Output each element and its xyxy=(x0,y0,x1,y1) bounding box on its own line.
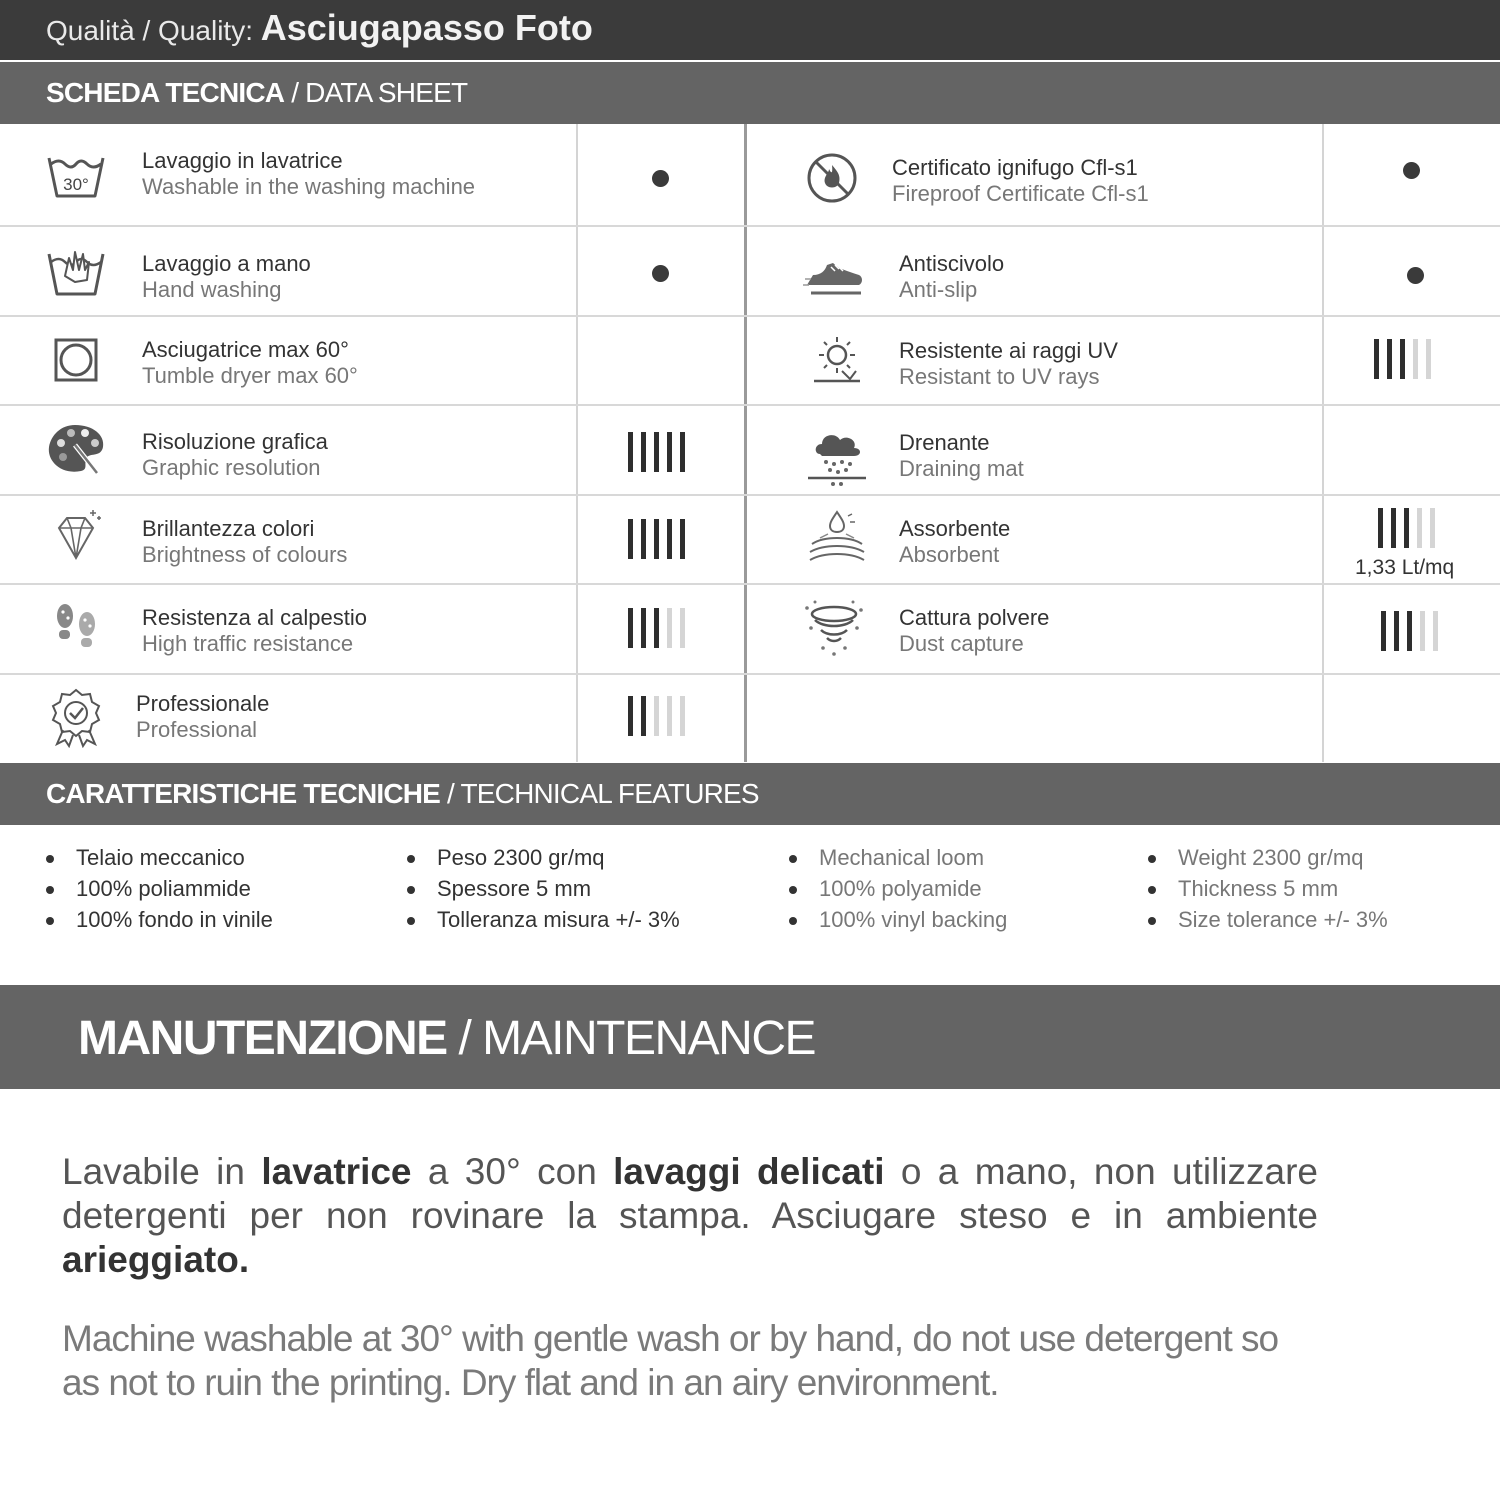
feature-label-it: Brillantezza colori xyxy=(142,516,315,541)
list-item: Mechanical loom xyxy=(789,842,1007,873)
rating-bar-filled xyxy=(628,519,633,559)
feature-label-en: Hand washing xyxy=(142,277,282,302)
feature-label-en: Anti-slip xyxy=(899,277,978,302)
feature-label xyxy=(142,337,358,389)
row-divider xyxy=(0,315,1500,317)
feature-label xyxy=(899,251,1004,303)
rating-bar-empty xyxy=(667,696,672,736)
feature-label xyxy=(136,691,269,743)
rating-bar-filled xyxy=(628,608,633,648)
rating-bar-empty xyxy=(680,696,685,736)
feature-label xyxy=(899,516,1010,568)
rating-bar-filled xyxy=(628,696,633,736)
datasheet-title-rest: / DATA SHEET xyxy=(284,77,468,108)
features-list-it xyxy=(407,842,680,935)
feature-label-en: High traffic resistance xyxy=(142,631,354,656)
rating-bar-filled xyxy=(1387,339,1392,379)
rating-bar-filled xyxy=(1407,611,1412,651)
center-divider xyxy=(744,124,747,762)
row-divider xyxy=(0,673,1500,675)
feature-label-en: Brightness of colours xyxy=(142,542,348,567)
rating-bar-filled xyxy=(641,519,646,559)
list-item: Spessore 5 mm xyxy=(407,873,680,904)
list-item: Weight 2300 gr/mq xyxy=(1148,842,1388,873)
datasheet-heading xyxy=(0,62,1500,124)
feature-label-en: Absorbent xyxy=(899,542,1000,567)
rating-bar-empty xyxy=(667,608,672,648)
rating-bar-empty xyxy=(1430,508,1435,548)
feature-label xyxy=(142,605,367,657)
rating-bar-empty xyxy=(1420,611,1425,651)
list-item: Peso 2300 gr/mq xyxy=(407,842,680,873)
features-title-rest: / TECHNICAL FEATURES xyxy=(440,778,759,809)
rating-bar-filled xyxy=(1378,508,1383,548)
column-divider xyxy=(1322,124,1324,762)
feature-label-en: Draining mat xyxy=(899,456,1024,481)
list-item: 100% vinyl backing xyxy=(789,904,1007,935)
feature-label-it: Cattura polvere xyxy=(899,605,1050,630)
feature-label-it: Antiscivolo xyxy=(899,251,1005,276)
feature-label-it: Drenante xyxy=(899,430,990,455)
list-item: Size tolerance +/- 3% xyxy=(1148,904,1388,935)
rating-bar-filled xyxy=(628,432,633,472)
features-list-en xyxy=(789,842,1007,935)
rating-dot xyxy=(652,170,669,187)
dust-swirl-icon xyxy=(803,598,865,660)
feature-label-it: Resistente ai raggi UV xyxy=(899,338,1118,363)
rating-bar-filled xyxy=(641,696,646,736)
maintenance-text-it: Lavabile in lavatrice a 30° con lavaggi delicati o a mano, non utilizzare detergenti per non rovinare la stampa. Asciugare steso e in ambiente arieggiato. xyxy=(62,1151,1318,1280)
feature-label-it: Asciugatrice max 60° xyxy=(142,337,349,362)
wash-30-icon xyxy=(45,146,107,208)
feature-label-en: Washable in the washing machine xyxy=(142,174,476,199)
tumble-dryer-icon xyxy=(45,329,107,391)
feature-label-en: Resistant to UV rays xyxy=(899,364,1100,389)
rating-bar-filled xyxy=(1374,339,1379,379)
rating-bars xyxy=(1374,339,1431,379)
diamond-icon xyxy=(45,506,107,568)
feature-label-it: Professionale xyxy=(136,691,270,716)
feature-label xyxy=(892,155,1149,207)
rating-bar-filled xyxy=(1381,611,1386,651)
feature-label-it: Risoluzione grafica xyxy=(142,429,328,454)
rating-dot xyxy=(1403,162,1420,179)
rating-bars xyxy=(628,432,685,472)
list-item: 100% fondo in vinile xyxy=(46,904,273,935)
wash-temperature-label: 30° xyxy=(63,175,89,194)
rating-bar-filled xyxy=(680,519,685,559)
row-divider xyxy=(0,494,1500,496)
rating-bar-filled xyxy=(1394,611,1399,651)
shoe-icon xyxy=(803,241,865,303)
feature-label-it: Lavaggio in lavatrice xyxy=(142,148,343,173)
feature-label xyxy=(142,516,347,568)
list-item: Thickness 5 mm xyxy=(1148,873,1388,904)
no-fire-icon xyxy=(801,147,863,209)
maintenance-title-bold: MANUTENZIONE xyxy=(78,1012,447,1065)
feature-label-it: Lavaggio a mano xyxy=(142,251,311,276)
features-list-it xyxy=(46,842,273,935)
quality-label: Qualità / Quality: xyxy=(46,15,253,46)
column-divider xyxy=(576,124,578,762)
row-divider xyxy=(0,404,1500,406)
rating-bar-empty xyxy=(1433,611,1438,651)
feature-label xyxy=(142,148,475,200)
datasheet-title-bold: SCHEDA TECNICA xyxy=(46,77,285,108)
feature-label xyxy=(899,338,1118,390)
rating-bar-filled xyxy=(641,432,646,472)
rating-bars xyxy=(628,519,685,559)
feature-label xyxy=(142,429,328,481)
rating-bar-empty xyxy=(1417,508,1422,548)
header-bar xyxy=(0,0,1500,60)
rain-cloud-icon xyxy=(806,426,868,488)
feature-label xyxy=(899,430,1024,482)
certified-badge-icon xyxy=(45,686,107,748)
rating-bar-filled xyxy=(641,608,646,648)
rating-bar-filled xyxy=(1400,339,1405,379)
feature-label-en: Graphic resolution xyxy=(142,455,321,480)
rating-bars xyxy=(628,696,685,736)
palette-icon xyxy=(45,417,107,479)
feature-label-it: Certificato ignifugo Cfl-s1 xyxy=(892,155,1138,180)
feature-label-en: Dust capture xyxy=(899,631,1024,656)
rating-bar-empty xyxy=(1426,339,1431,379)
rating-bar-filled xyxy=(680,432,685,472)
rating-bar-filled xyxy=(654,608,659,648)
features-heading xyxy=(0,763,1500,825)
rating-bars xyxy=(1381,611,1438,651)
list-item: Telaio meccanico xyxy=(46,842,273,873)
features-list-en xyxy=(1148,842,1388,935)
feature-label xyxy=(899,605,1049,657)
rating-bar-empty xyxy=(654,696,659,736)
list-item: 100% poliammide xyxy=(46,873,273,904)
row-divider xyxy=(0,583,1500,585)
feature-label-en: Professional xyxy=(136,717,258,742)
feature-label-en: Fireproof Certificate Cfl-s1 xyxy=(892,181,1149,206)
quality-title xyxy=(46,7,593,49)
hand-wash-icon xyxy=(45,240,107,302)
feature-label-en: Tumble dryer max 60° xyxy=(142,363,358,388)
rating-bar-filled xyxy=(667,519,672,559)
rating-bar-empty xyxy=(680,608,685,648)
sun-uv-icon xyxy=(806,331,868,393)
rating-bar-filled xyxy=(667,432,672,472)
row-divider xyxy=(0,225,1500,227)
maintenance-text-en: Machine washable at 30° with gentle wash or by hand, do not use detergent so as not to ruin the printing. Dry flat and in an airy environment. xyxy=(62,1318,1279,1403)
rating-bar-filled xyxy=(654,432,659,472)
list-item: Tolleranza misura +/- 3% xyxy=(407,904,680,935)
rating-bars xyxy=(628,608,685,648)
absorbency-value: 1,33 Lt/mq xyxy=(1355,556,1455,579)
maintenance-heading xyxy=(0,985,1500,1089)
rating-dot xyxy=(652,265,669,282)
feature-label xyxy=(142,251,311,303)
datasheet-grid xyxy=(0,124,1500,762)
maintenance-title-rest: / MAINTENANCE xyxy=(446,1012,816,1065)
list-item: 100% polyamide xyxy=(789,873,1007,904)
footprints-icon xyxy=(45,596,107,658)
rating-bars xyxy=(1378,508,1435,548)
features-title-bold: CARATTERISTICHE TECNICHE xyxy=(46,778,441,809)
feature-label-it: Resistenza al calpestio xyxy=(142,605,368,630)
rating-bar-filled xyxy=(654,519,659,559)
feature-label-it: Assorbente xyxy=(899,516,1011,541)
rating-bar-empty xyxy=(1413,339,1418,379)
rating-dot xyxy=(1407,267,1424,284)
product-name: Asciugapasso Foto xyxy=(260,7,593,48)
absorbent-icon xyxy=(806,508,868,570)
rating-bar-filled xyxy=(1391,508,1396,548)
rating-bar-filled xyxy=(1404,508,1409,548)
